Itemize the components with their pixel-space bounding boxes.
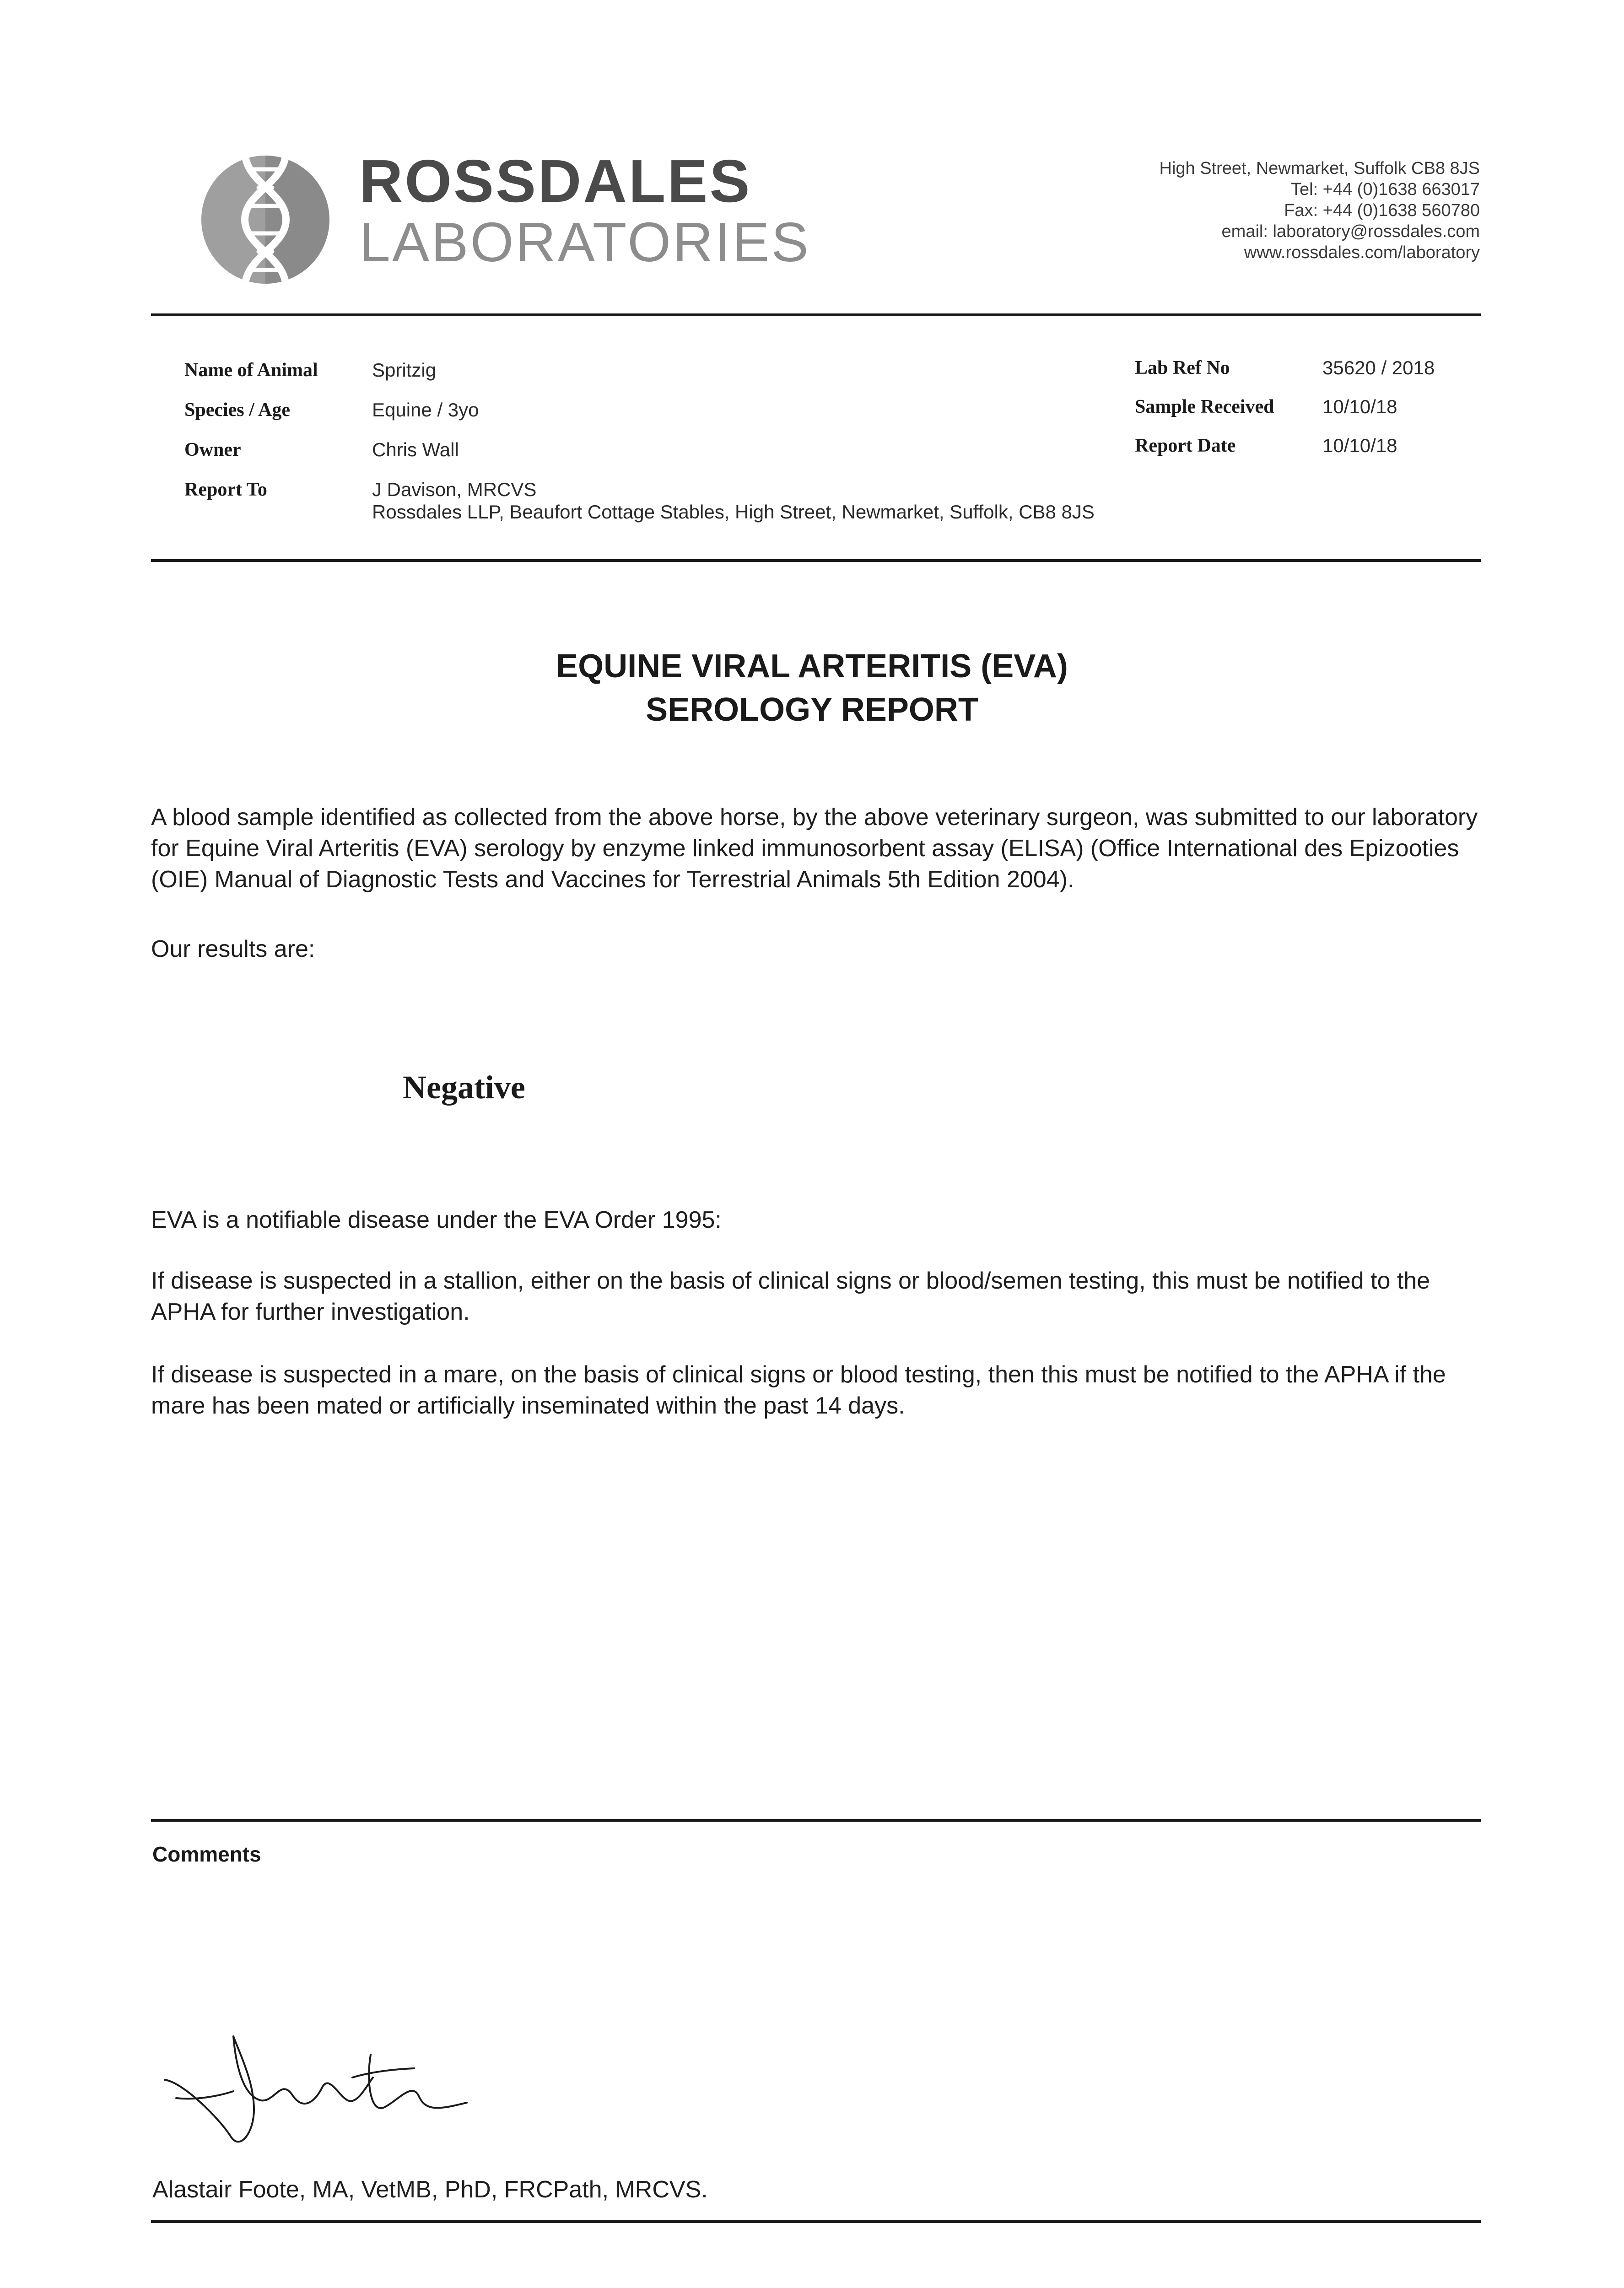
signer-name: Alastair Foote, MA, VetMB, PhD, FRCPath, MRCVS. <box>152 2176 708 2203</box>
brand-subtitle: LABORATORIES <box>359 211 810 273</box>
test-result: Negative <box>403 1069 525 1106</box>
lab-ref-value: 35620 / 2018 <box>1322 357 1435 378</box>
signature-icon <box>156 2027 513 2164</box>
lab-address <box>1160 158 1480 263</box>
address-line: High Street, Newmarket, Suffolk CB8 8JS <box>1159 159 1480 178</box>
report-subtitle: SEROLOGY REPORT <box>646 691 978 728</box>
info-divider <box>151 559 1481 562</box>
animal-name-value: Spritzig <box>372 359 437 381</box>
fax-line: Fax: +44 (0)1638 560780 <box>1284 201 1480 220</box>
comments-divider <box>151 1819 1481 1822</box>
comments-label: Comments <box>152 1842 261 1866</box>
owner-label: Owner <box>184 439 241 460</box>
report-to-label: Report To <box>184 479 267 500</box>
footer-divider <box>151 2220 1481 2223</box>
report-to-vet: J Davison, MRCVS <box>372 479 537 500</box>
lab-ref-label: Lab Ref No <box>1135 357 1230 378</box>
report-title: EQUINE VIRAL ARTERITIS (EVA) <box>556 648 1068 685</box>
sample-received-label: Sample Received <box>1135 396 1274 417</box>
animal-name-label: Name of Animal <box>184 360 318 381</box>
results-intro: Our results are: <box>151 936 315 962</box>
report-date-label: Report Date <box>1135 435 1236 456</box>
phone-line: Tel: +44 (0)1638 663017 <box>1290 180 1480 199</box>
mare-note: If disease is suspected in a mare, on the basis of clinical signs or blood testing, then this must be notified to the APHA if the mare has been mated or artificially inseminated within the past 14 days. <box>151 1361 1446 1419</box>
header-divider <box>151 313 1481 316</box>
notifiable-statement: EVA is a notifiable disease under the EVA Order 1995: <box>151 1207 722 1233</box>
stallion-note: If disease is suspected in a stallion, either on the basis of clinical signs or blood/semen testing, this must be notified to the APHA for further investigation. <box>151 1268 1430 1325</box>
report-date-value: 10/10/18 <box>1322 435 1397 456</box>
sample-received-value: 10/10/18 <box>1322 396 1397 417</box>
email-line: email: laboratory@rossdales.com <box>1221 222 1480 241</box>
website-line: www.rossdales.com/laboratory <box>1244 243 1480 262</box>
species-label: Species / Age <box>184 399 290 421</box>
owner-value: Chris Wall <box>372 439 459 460</box>
intro-paragraph: A blood sample identified as collected from the above horse, by the above veterinary surgeon, was submitted to our laboratory for Equine Viral Arteritis (EVA) serology by enzyme linked immunosorbent assay (ELISA) (Office International des Epizooties (OIE) Manual of Diagnostic Tests and Vaccines for Terrestrial Animals 5th Edition 2004). <box>151 804 1478 893</box>
dna-logo-icon <box>197 151 334 288</box>
report-to-address: Rossdales LLP, Beaufort Cottage Stables, High Street, Newmarket, Suffolk, CB8 8JS <box>372 501 1095 523</box>
species-value: Equine / 3yo <box>372 399 479 421</box>
brand-name: ROSSDALES <box>359 147 752 215</box>
